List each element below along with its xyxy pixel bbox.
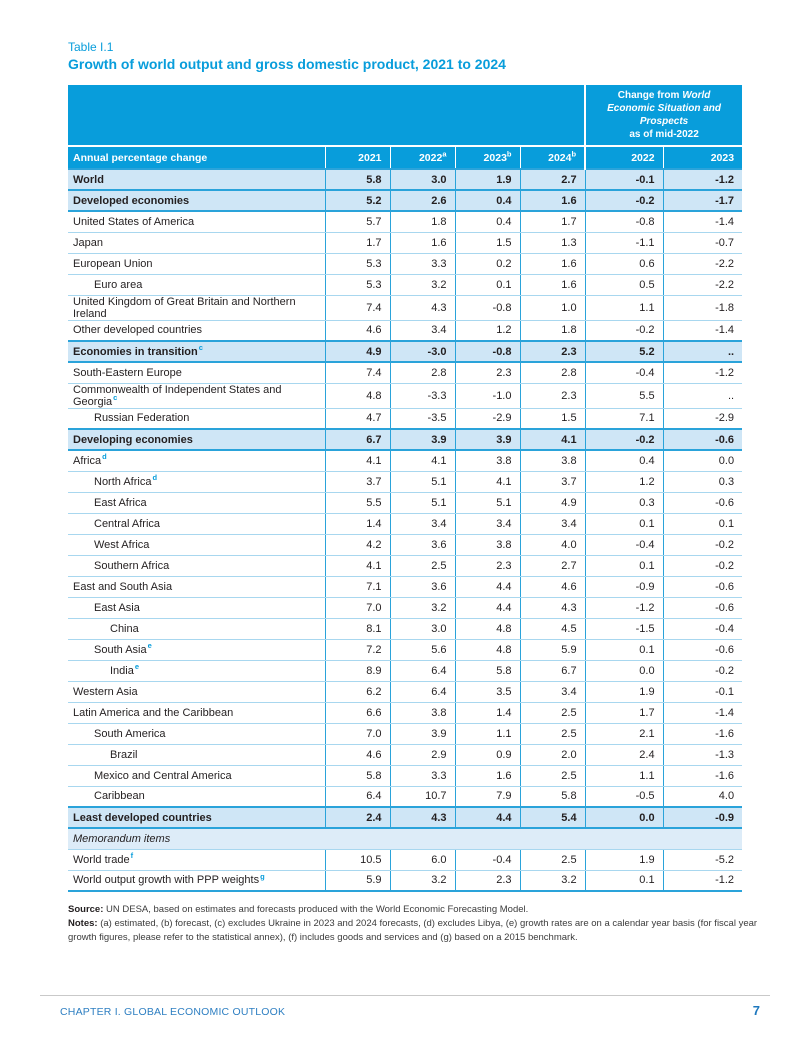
value-cell: 7.9	[455, 786, 520, 807]
value-cell: -2.9	[663, 408, 742, 429]
change-from-header	[585, 85, 742, 146]
value-cell: -0.1	[585, 169, 663, 190]
value-cell: -0.8	[455, 295, 520, 320]
value-cell: -1.2	[585, 597, 663, 618]
value-cell: 5.8	[520, 786, 585, 807]
value-cell: 1.2	[585, 471, 663, 492]
table-row	[68, 383, 742, 408]
value-cell: -0.8	[455, 341, 520, 362]
value-cell: 5.8	[325, 765, 390, 786]
column-header-year: 2022$^a$	[390, 146, 455, 169]
row-label: Caribbean	[68, 786, 325, 807]
table-row	[68, 849, 742, 870]
row-label: East and South Asia	[68, 576, 325, 597]
value-cell: 1.3	[520, 232, 585, 253]
row-label: South America	[68, 723, 325, 744]
value-cell: -0.1	[663, 681, 742, 702]
value-cell: -1.4	[663, 702, 742, 723]
row-label: Africa$^d$	[68, 450, 325, 471]
value-cell: 3.4	[390, 513, 455, 534]
value-cell: 2.8	[520, 362, 585, 383]
value-cell: 1.8	[520, 320, 585, 341]
value-cell: 3.3	[390, 253, 455, 274]
column-header-change-year: 2022	[585, 146, 663, 169]
chapter-title: CHAPTER I. GLOBAL ECONOMIC OUTLOOK	[60, 1006, 286, 1018]
value-cell: 0.3	[585, 492, 663, 513]
value-cell: -0.4	[585, 534, 663, 555]
row-label: Developing economies	[68, 429, 325, 450]
value-cell: 4.9	[325, 341, 390, 362]
table-row	[68, 744, 742, 765]
table-row	[68, 828, 742, 849]
value-cell: 3.7	[520, 471, 585, 492]
value-cell: 1.6	[520, 190, 585, 211]
table-row	[68, 702, 742, 723]
value-cell: 5.3	[325, 253, 390, 274]
value-cell: 3.2	[520, 870, 585, 891]
value-cell: 7.1	[585, 408, 663, 429]
value-cell: 3.8	[390, 702, 455, 723]
value-cell: 4.1	[520, 429, 585, 450]
row-label: Western Asia	[68, 681, 325, 702]
value-cell: 1.0	[520, 295, 585, 320]
value-cell: 6.4	[390, 681, 455, 702]
value-cell: 1.4	[325, 513, 390, 534]
row-label: North Africa$^d$	[68, 471, 325, 492]
value-cell: 4.6	[325, 320, 390, 341]
value-cell: -0.6	[663, 492, 742, 513]
value-cell: 5.2	[325, 190, 390, 211]
value-cell: 2.6	[390, 190, 455, 211]
value-cell: 3.4	[455, 513, 520, 534]
value-cell: -0.2	[585, 320, 663, 341]
value-cell: 1.2	[455, 320, 520, 341]
header-top-row	[68, 85, 742, 146]
notes-text: (a) estimated, (b) forecast, (c) excludes Ukraine in 2023 and 2024 forecasts, (d) excludes Libya, (e) growth rates are on a calendar year basis (for fiscal year growth figures, please refer to the statistical annex), (f) includes goods and services and (g) based on a 2015 benchmark.	[68, 917, 758, 943]
page-title: Growth of world output and gross domestic product, 2021 to 2024	[68, 56, 506, 72]
row-label: Japan	[68, 232, 325, 253]
table-row	[68, 597, 742, 618]
source-text: UN DESA, based on estimates and forecasts produced with the World Economic Forecasting Model.	[106, 904, 529, 915]
row-label: United States of America	[68, 211, 325, 232]
value-cell: 4.5	[520, 618, 585, 639]
column-header-annual-percentage-change: Annual percentage change	[68, 146, 325, 169]
value-cell: 3.5	[455, 681, 520, 702]
value-cell: 0.1	[455, 274, 520, 295]
value-cell: 0.0	[585, 660, 663, 681]
row-label: Developed economies	[68, 190, 325, 211]
value-cell: 0.5	[585, 274, 663, 295]
value-cell: 2.7	[520, 555, 585, 576]
value-cell: 4.3	[520, 597, 585, 618]
value-cell: -0.2	[585, 190, 663, 211]
value-cell: 4.1	[455, 471, 520, 492]
value-cell: 2.5	[520, 702, 585, 723]
value-cell: 5.2	[585, 341, 663, 362]
value-cell: 1.9	[585, 849, 663, 870]
value-cell: -0.9	[663, 807, 742, 828]
value-cell: -1.0	[455, 383, 520, 408]
table-body	[68, 169, 742, 891]
column-header-year: 2024$^b$	[520, 146, 585, 169]
table-row	[68, 534, 742, 555]
value-cell: -0.6	[663, 639, 742, 660]
value-cell: 5.5	[585, 383, 663, 408]
row-label: World output growth with PPP weights$^g$	[68, 870, 325, 891]
row-label: Southern Africa	[68, 555, 325, 576]
value-cell: 0.1	[585, 639, 663, 660]
table-row	[68, 408, 742, 429]
value-cell: 1.7	[585, 702, 663, 723]
value-cell: -0.7	[663, 232, 742, 253]
value-cell: -0.4	[585, 362, 663, 383]
value-cell: 4.1	[325, 450, 390, 471]
value-cell: -1.5	[585, 618, 663, 639]
value-cell: 4.1	[390, 450, 455, 471]
row-label: Economies in transition$^c$	[68, 341, 325, 362]
column-header-change-year: 2023	[663, 146, 742, 169]
value-cell: 3.4	[520, 681, 585, 702]
value-cell: -3.0	[390, 341, 455, 362]
value-cell: 2.3	[455, 362, 520, 383]
value-cell: 1.5	[455, 232, 520, 253]
value-cell: -5.2	[663, 849, 742, 870]
table-row	[68, 618, 742, 639]
row-label: European Union	[68, 253, 325, 274]
value-cell: 7.0	[325, 597, 390, 618]
row-label: Euro area	[68, 274, 325, 295]
row-label: World	[68, 169, 325, 190]
table-row	[68, 807, 742, 828]
value-cell: 3.8	[520, 450, 585, 471]
value-cell: 5.9	[325, 870, 390, 891]
value-cell: 4.3	[390, 807, 455, 828]
value-cell: 5.1	[390, 471, 455, 492]
table-row	[68, 362, 742, 383]
value-cell: 6.0	[390, 849, 455, 870]
value-cell: 4.6	[325, 744, 390, 765]
value-cell: 0.1	[585, 513, 663, 534]
value-cell: 1.6	[390, 232, 455, 253]
value-cell: 6.7	[325, 429, 390, 450]
row-label: Latin America and the Caribbean	[68, 702, 325, 723]
value-cell: -1.1	[585, 232, 663, 253]
value-cell: 7.4	[325, 295, 390, 320]
value-cell: 1.6	[520, 274, 585, 295]
value-cell: 3.9	[455, 429, 520, 450]
table-row	[68, 555, 742, 576]
value-cell: 3.0	[390, 169, 455, 190]
value-cell: 10.7	[390, 786, 455, 807]
value-cell: 2.3	[520, 341, 585, 362]
value-cell: 8.1	[325, 618, 390, 639]
value-cell: -1.7	[663, 190, 742, 211]
value-cell: 2.5	[520, 765, 585, 786]
table-row	[68, 639, 742, 660]
value-cell: 2.1	[585, 723, 663, 744]
value-cell: 7.1	[325, 576, 390, 597]
value-cell: 2.5	[390, 555, 455, 576]
value-cell: 0.0	[663, 450, 742, 471]
row-label: China	[68, 618, 325, 639]
value-cell: -3.3	[390, 383, 455, 408]
value-cell: 5.8	[325, 169, 390, 190]
value-cell: 3.4	[520, 513, 585, 534]
value-cell: 5.5	[325, 492, 390, 513]
value-cell: 4.0	[663, 786, 742, 807]
table-row	[68, 341, 742, 362]
value-cell: 4.7	[325, 408, 390, 429]
table-row	[68, 253, 742, 274]
table-row	[68, 681, 742, 702]
value-cell: 1.5	[520, 408, 585, 429]
notes-note	[68, 917, 766, 945]
value-cell: 4.0	[520, 534, 585, 555]
value-cell: -2.9	[455, 408, 520, 429]
value-cell: 3.7	[325, 471, 390, 492]
row-label: Other developed countries	[68, 320, 325, 341]
value-cell: 4.2	[325, 534, 390, 555]
value-cell: 4.6	[520, 576, 585, 597]
value-cell: 0.3	[663, 471, 742, 492]
change-publication-name: World Economic Situation and Prospects	[607, 90, 722, 127]
value-cell: 3.2	[390, 274, 455, 295]
value-cell: -1.2	[663, 362, 742, 383]
change-prefix: Change from	[617, 90, 680, 101]
value-cell: 0.1	[663, 513, 742, 534]
value-cell: -1.2	[663, 169, 742, 190]
column-header-row	[68, 146, 742, 169]
value-cell: 6.6	[325, 702, 390, 723]
value-cell: 2.4	[325, 807, 390, 828]
value-cell: 0.2	[455, 253, 520, 274]
value-cell: 5.1	[390, 492, 455, 513]
value-cell: 2.8	[390, 362, 455, 383]
value-cell: 1.6	[520, 253, 585, 274]
value-cell: -1.3	[663, 744, 742, 765]
row-label: United Kingdom of Great Britain and Northern Ireland	[68, 295, 325, 320]
column-header-year: 2021	[325, 146, 390, 169]
value-cell: -1.4	[663, 211, 742, 232]
page-footer	[0, 995, 810, 1018]
value-cell: 7.2	[325, 639, 390, 660]
value-cell: -0.9	[585, 576, 663, 597]
table-row	[68, 295, 742, 320]
table-row	[68, 274, 742, 295]
table-row	[68, 492, 742, 513]
page-number: 7	[752, 1003, 760, 1018]
table-row	[68, 429, 742, 450]
value-cell: 10.5	[325, 849, 390, 870]
value-cell: 6.2	[325, 681, 390, 702]
notes-label: Notes:	[68, 917, 98, 929]
value-cell: 0.1	[585, 870, 663, 891]
value-cell: 7.0	[325, 723, 390, 744]
value-cell: 4.9	[520, 492, 585, 513]
value-cell: 1.9	[455, 169, 520, 190]
value-cell: -0.6	[663, 429, 742, 450]
row-label: West Africa	[68, 534, 325, 555]
value-cell: 1.9	[585, 681, 663, 702]
table-row	[68, 169, 742, 190]
value-cell: 4.4	[455, 807, 520, 828]
table-header	[68, 85, 742, 169]
value-cell: 2.7	[520, 169, 585, 190]
value-cell: 4.1	[325, 555, 390, 576]
column-header-year: 2023$^b$	[455, 146, 520, 169]
value-cell: 1.1	[455, 723, 520, 744]
value-cell: -1.2	[663, 870, 742, 891]
value-cell: -2.2	[663, 253, 742, 274]
value-cell: 1.7	[520, 211, 585, 232]
value-cell: 4.3	[390, 295, 455, 320]
value-cell: -0.4	[663, 618, 742, 639]
table-row	[68, 211, 742, 232]
row-label: Brazil	[68, 744, 325, 765]
value-cell: -0.2	[585, 429, 663, 450]
value-cell: 2.5	[520, 723, 585, 744]
value-cell: 4.8	[325, 383, 390, 408]
growth-table	[68, 85, 742, 892]
value-cell: 3.2	[390, 870, 455, 891]
value-cell: 4.8	[455, 618, 520, 639]
value-cell: -1.6	[663, 723, 742, 744]
value-cell: -0.2	[663, 534, 742, 555]
row-label: East Asia	[68, 597, 325, 618]
value-cell: 1.4	[455, 702, 520, 723]
value-cell: -0.2	[663, 555, 742, 576]
row-label: South Asia$^e$	[68, 639, 325, 660]
value-cell: 6.4	[325, 786, 390, 807]
value-cell: -0.8	[585, 211, 663, 232]
table-row	[68, 723, 742, 744]
value-cell: -0.5	[585, 786, 663, 807]
value-cell: 5.4	[520, 807, 585, 828]
value-cell: 3.6	[390, 534, 455, 555]
value-cell: 0.4	[455, 190, 520, 211]
table-row	[68, 870, 742, 891]
row-label: Least developed countries	[68, 807, 325, 828]
value-cell: 5.3	[325, 274, 390, 295]
memo-section-label: Memorandum items	[68, 828, 742, 849]
value-cell: 5.7	[325, 211, 390, 232]
value-cell: -0.6	[663, 597, 742, 618]
table-row	[68, 190, 742, 211]
value-cell: 3.3	[390, 765, 455, 786]
value-cell: 5.1	[455, 492, 520, 513]
row-label: Russian Federation	[68, 408, 325, 429]
row-label: Mexico and Central America	[68, 765, 325, 786]
value-cell: -1.8	[663, 295, 742, 320]
row-label: South-Eastern Europe	[68, 362, 325, 383]
value-cell: 7.4	[325, 362, 390, 383]
value-cell: 2.3	[455, 870, 520, 891]
value-cell: 2.3	[455, 555, 520, 576]
value-cell: -0.2	[663, 660, 742, 681]
value-cell: -3.5	[390, 408, 455, 429]
value-cell: 3.9	[390, 429, 455, 450]
table-row	[68, 660, 742, 681]
value-cell: 3.8	[455, 534, 520, 555]
value-cell: -1.6	[663, 765, 742, 786]
footer-rule	[40, 995, 770, 996]
row-label: World trade$^f$	[68, 849, 325, 870]
header-spacer	[68, 85, 585, 146]
value-cell: 2.9	[390, 744, 455, 765]
title-block	[0, 0, 810, 72]
value-cell: 0.4	[585, 450, 663, 471]
value-cell: 0.4	[455, 211, 520, 232]
value-cell: -1.4	[663, 320, 742, 341]
value-cell: 4.8	[455, 639, 520, 660]
value-cell: 8.9	[325, 660, 390, 681]
value-cell: 2.3	[520, 383, 585, 408]
change-suffix: as of mid-2022	[629, 129, 699, 140]
value-cell: 1.8	[390, 211, 455, 232]
value-cell: 2.4	[585, 744, 663, 765]
value-cell: 3.4	[390, 320, 455, 341]
source-label: Source:	[68, 904, 104, 915]
value-cell: 5.9	[520, 639, 585, 660]
table-row	[68, 786, 742, 807]
value-cell: -0.4	[455, 849, 520, 870]
row-label: India$^e$	[68, 660, 325, 681]
row-label: Central Africa	[68, 513, 325, 534]
value-cell: 6.4	[390, 660, 455, 681]
table-row	[68, 576, 742, 597]
value-cell: 5.6	[390, 639, 455, 660]
table-row	[68, 320, 742, 341]
table-row	[68, 471, 742, 492]
value-cell: 1.7	[325, 232, 390, 253]
value-cell: 2.0	[520, 744, 585, 765]
table-label: Table I.1	[68, 40, 114, 54]
value-cell: 2.5	[520, 849, 585, 870]
value-cell: 1.1	[585, 295, 663, 320]
value-cell: 5.8	[455, 660, 520, 681]
value-cell: 3.8	[455, 450, 520, 471]
value-cell: 3.0	[390, 618, 455, 639]
footnotes	[68, 903, 766, 944]
value-cell: 6.7	[520, 660, 585, 681]
value-cell: ..	[663, 341, 742, 362]
value-cell: 1.1	[585, 765, 663, 786]
value-cell: 1.6	[455, 765, 520, 786]
value-cell: -0.6	[663, 576, 742, 597]
table-row	[68, 765, 742, 786]
value-cell: 0.0	[585, 807, 663, 828]
value-cell: 3.2	[390, 597, 455, 618]
row-label: East Africa	[68, 492, 325, 513]
table-row	[68, 513, 742, 534]
row-label: Commonwealth of Independent States and Georgia$^c$	[68, 383, 325, 408]
value-cell: ..	[663, 383, 742, 408]
table-row	[68, 232, 742, 253]
value-cell: 4.4	[455, 576, 520, 597]
value-cell: -2.2	[663, 274, 742, 295]
value-cell: 3.6	[390, 576, 455, 597]
value-cell: 4.4	[455, 597, 520, 618]
value-cell: 3.9	[390, 723, 455, 744]
value-cell: 0.6	[585, 253, 663, 274]
source-note	[68, 903, 766, 917]
value-cell: 0.9	[455, 744, 520, 765]
value-cell: 0.1	[585, 555, 663, 576]
table-row	[68, 450, 742, 471]
